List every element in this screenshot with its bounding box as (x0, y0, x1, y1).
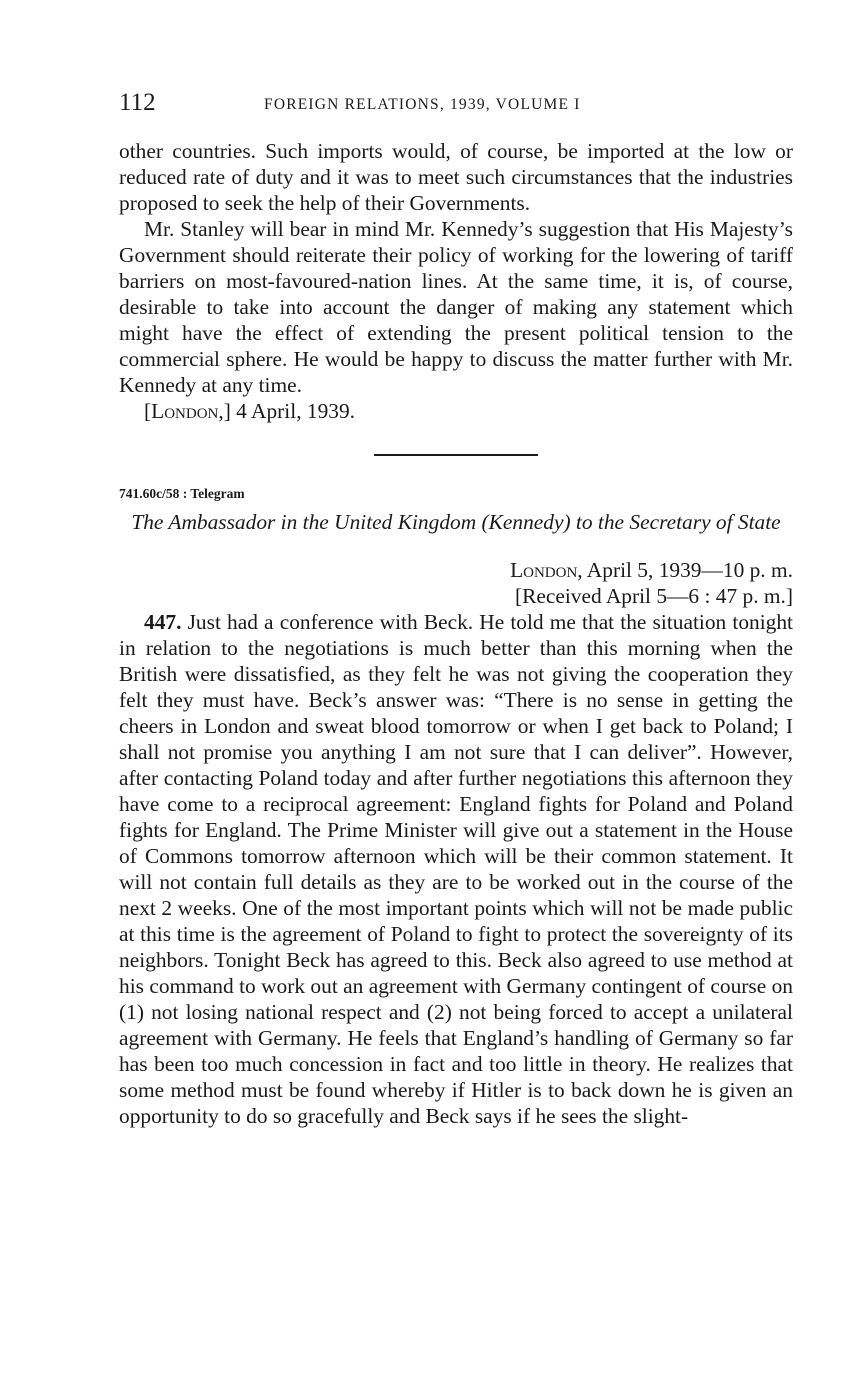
section-divider (374, 454, 538, 456)
running-title: FOREIGN RELATIONS, 1939, VOLUME I (264, 96, 581, 113)
telegram-place: London (510, 558, 578, 582)
telegram-number: 447. (144, 610, 182, 634)
memo-dateline (119, 398, 793, 424)
telegram-text: Just had a conference with Beck. He told me that the situation tonight in relation to the negotiations is much better than this morning when the British were dissatisfied, as they felt he was not giving the cooperation they felt they must have. Beck’s answer was: “There is no sense in getting the cheers in London and sweat blood tomorrow or when I get back to Poland; I shall not promise you anything I am not sure that I can deliver”. However, after contacting Poland today and after further negotiations this afternoon they have come to a reciprocal agreement: England fights for Poland and Poland fights for England. The Prime Minister will give out a statement in the House of Commons tomorrow afternoon which will be their common statement. It will not contain full details as they are to be worked out in the course of the next 2 weeks. One of the most important points which will not be made public at this time is the agreement of Poland to fight to protect the sovereignty of its neighbors. Tonight Beck has agreed to this. Beck also agreed to use method at his command to work out an agreement with Germany contingent of course on (1) not losing national respect and (2) not being forced to accept a unilateral agreement with Germany. He feels that England’s handling of Germany so far has been too much concession in fact and too little in theory. He realizes that some method must be found whereby if Hitler is to back down he is given an opportunity to do so gracefully and Beck says if he sees the slight- (119, 610, 793, 1128)
dateline-bracket: [ (144, 399, 152, 423)
telegram-body (119, 609, 793, 1129)
dateline-place: London (151, 399, 219, 423)
document-title: The Ambassador in the United Kingdom (Kennedy) to the Secretary of State (131, 510, 781, 534)
file-reference: 741.60c/58 : Telegram (119, 486, 245, 501)
running-head (119, 88, 793, 118)
document-page (119, 88, 793, 1129)
telegram-received: [Received April 5—6 : 47 p. m.] (514, 584, 793, 608)
page-number: 112 (119, 89, 156, 116)
continuation-paragraph: other countries. Such imports would, of course, be imported at the low or reduced rate of duty and it was to meet such circumstances that the industries proposed to seek the help of their Governments. (119, 139, 793, 215)
stanley-paragraph: Mr. Stanley will bear in mind Mr. Kennedy’s suggestion that His Majesty’s Government should reiterate their policy of working for the lowering of tariff barriers on most-favoured-nation lines. At the same time, it is, of course, desirable to take into account the danger of making any statement which might have the effect of extending the present political tension to the commercial sphere. He would be happy to discuss the matter further with Mr. Kennedy at any time. (119, 217, 793, 397)
dateline-date: ,] 4 April, 1939. (218, 399, 356, 423)
telegram-sent-time: , April 5, 1939—10 p. m. (577, 558, 793, 582)
telegram-place-date (119, 557, 793, 583)
